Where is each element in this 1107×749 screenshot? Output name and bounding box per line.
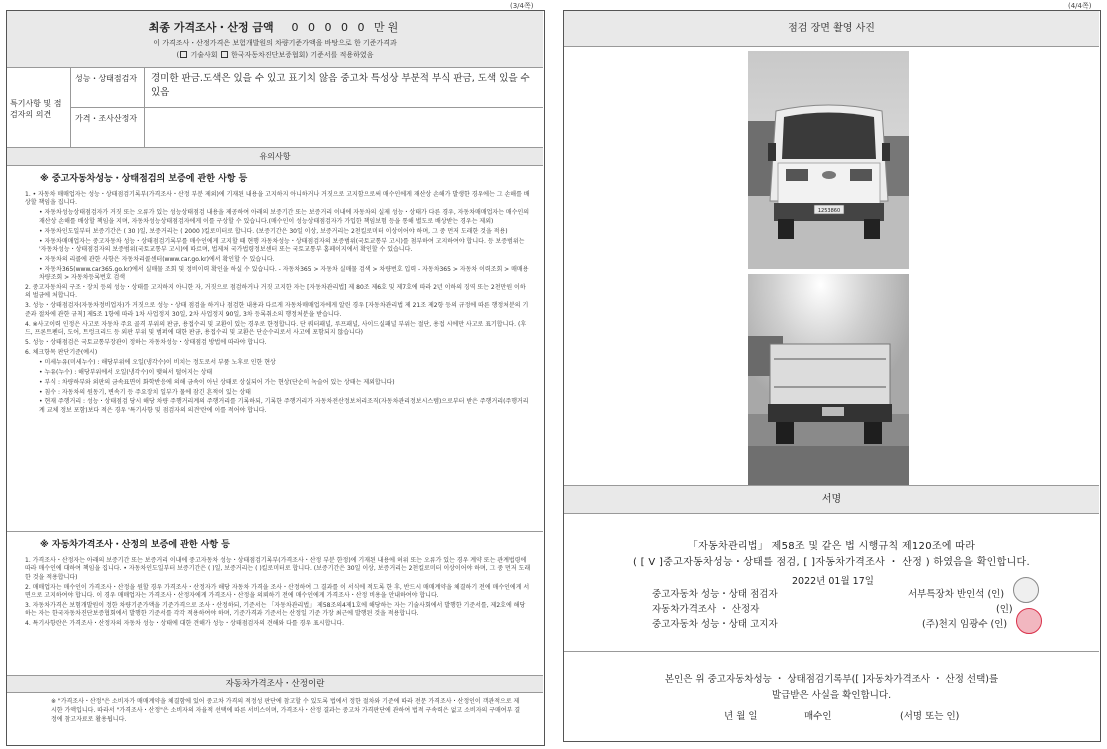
performance-inspector-row — [71, 68, 543, 108]
signer-role: 중고자동차 성능・상태 점검자 — [652, 589, 778, 600]
note-item: 1. • 자동차 매매업자는 성능・상태점검기록부(가격조사・산정 부분 제외)에 기재된 내용을 고지하지 아니하거나 거짓으로 고지함으로써 매수인에게 재산상 손해가 발생한 경우에는 그 손해를 배상할 책임을 집니다. — [25, 191, 530, 207]
note-item: 6. 체크항목 판단기준(예시) — [25, 348, 98, 356]
note-item: • 자동차매매업자는 중고자동차 성능・상태점검기록부를 매수인에게 고지할 때 현행 자동차성능・상태점검자의 보증범위(국토교통부 고시)를 첨부하여 고지하여야 합니다. 등 보증범위는 '자동차성능・상태점검자의 보증범위(국토교통부 고시)에 따르며, 법제처 국가법령정보센터 또는 국토교통부 홈페이지에서 확인할 수 있습니다. — [39, 237, 525, 253]
note-item: 1. 가격조사・산정자는 아래의 보증기간 또는 보증거리 이내에 중고자동차 성능・상태점검기록부(가격조사・산정 부분 한정)에 기재된 내용에 허위 또는 오류가 있는 경우 계약 또는 관계법령에 따라 매수인에 대하여 책임을 집니다. • 자동차인도일부터 보증기간은 ( )일, 보증거리는 ( )킬로미터로 합니다. (보증기간은 30일 이상, 보증거리는 2천킬로미터 이상이어야 하며, 그 중 먼저 도래한 것을 적용합니다) — [25, 557, 531, 581]
truck-front-photo — [748, 51, 909, 269]
seal-stamp-gray — [1013, 577, 1039, 603]
note-item: • 누유(누수) : 해당부위에서 오일(냉각수)이 맺혀서 떨어지는 상태 — [39, 368, 213, 376]
signature-date: 2022년 01월 17일 — [792, 576, 874, 587]
special-notes-table — [7, 68, 543, 148]
truck-rear-image — [748, 274, 909, 490]
buyer-label: 매수인 — [804, 711, 832, 722]
final-price-line — [7, 19, 543, 35]
license-plate-text: 1253860 — [817, 208, 841, 214]
note-item: 5. 성능・상태점검은 국토교통부장관이 정하는 자동차성능・상태점검 방법에 따라야 합니다. — [25, 339, 267, 346]
signer-name: 서부특장차 반인석 (인) — [908, 589, 1005, 600]
signer-name: (인) — [996, 604, 1013, 615]
legal-statement-2: ( [ V ]중고자동차성능・상태를 점검, [ ]자동차가격조사 ・ 산정 ) 하였음을 확인합니다. — [633, 557, 1030, 568]
section-warranty-title: ※ 중고자동차성능・상태점검의 보증에 관한 사항 등 — [40, 174, 248, 184]
divider — [7, 531, 543, 532]
signature-title: 서명 — [564, 485, 1099, 514]
price-assessment-text: ※ "가격조사・산정"은 소비자가 매매계약을 체결함에 있어 중고차 가격의 적정성 판단에 참고할 수 있도록 법에서 정한 절차와 기준에 따라 전문 가격조사・산정인이 객관적으로 제시한 가액입니다. 따라서 "가격조사・산정"은 소비자의 자율적 선택에 따른 서비스이며, 가격조사・산정 결과는 중고차 가격판단에 관하여 법적 구속력은 없고 소비자의 구매여부 결정에 참고자료로 활용됩니다. — [51, 698, 521, 723]
performance-inspector-label: 성능・상태점검자 — [71, 68, 145, 107]
note-item: • 현재 주행거리 : 성능・상태점검 당시 해당 차량 주행거리계의 주행거리를 기록하되, 기록한 주행거리가 자동차전산정보처리조직(자동차관리정보시스템)으로부터 받은 주행거리(주행거리계 교체 정보 포함)보다 적은 경우 '특기사항 및 점검자의 의견'란에 이를 적어야 합니다. — [39, 398, 529, 414]
page-number-3: (3/4쪽) — [510, 2, 534, 10]
signer-role: 자동차가격조사 ・ 산정자 — [652, 604, 760, 615]
truck-front-image — [748, 51, 909, 269]
note-item: • 부식 : 차량하부와 외판의 금속표면이 화학반응에 의해 금속이 아닌 상태로 상실되어 가는 현상(단순히 녹슬어 있는 상태는 제외합니다) — [39, 378, 395, 386]
final-price-value: 0 0 0 0 0 만원 — [291, 21, 402, 34]
price-assessor-row — [71, 108, 543, 148]
note-item: 2. 매매업자는 매수인이 가격조사・산정을 원할 경우 가격조사・산정자가 해당 자동차 가격을 조사・산정하여 그 결과를 이 서식에 적도록 한 후, 반드시 매매계약을 체결하기 전에 매수인에게 서면으로 고지하여야 합니다. 이 경우 매매업자는 가격조사・산정자에게 가격조사・산정을 의뢰하기 전에 매수인에게 가격조사・산정 비용을 안내하여야 합니다. — [25, 583, 530, 600]
confirmation-date: 년 월 일 — [724, 711, 758, 722]
notice-bar: 유의사항 — [7, 148, 543, 166]
buyer-signature: (서명 또는 인) — [900, 711, 960, 722]
warranty-notes — [25, 191, 531, 417]
confirmation-line-1: 본인은 위 중고자동차성능 ・ 상태점검기록부([ ]자동차가격조사 ・ 산정 선택)를 — [664, 674, 999, 685]
checkbox-engineers-society[interactable] — [180, 51, 187, 58]
price-warranty-notes — [25, 557, 531, 630]
note-item: • 미세누유(미세누수) : 해당부위에 오일(냉각수)이 비치는 정도로서 부품 노후로 인한 현상 — [39, 358, 276, 366]
section-price-warranty-title: ※ 자동차가격조사・산정의 보증에 관한 사항 등 — [40, 540, 230, 550]
note-item: 4. ※사고이력 인정은 사고로 자동차 주요 골격 부위의 판금, 용접수리 및 교환이 있는 경우로 한정합니다. 단 쿼터패널, 루프패널, 사이드실패널 부위는 절단, 용접 시에만 사고로 표기합니다. (후드, 프론트펜더, 도어, 트렁크리드 등 외판 부위 및 범퍼에 대한 판금, 용접수리 및 교환은 단순수리로서 사고에 포함되지 않습니다) — [25, 320, 527, 337]
note-item: • 자동차365(www.car365.go.kr)에서 실매물 조회 및 정비이력 확인을 하실 수 있습니다. - 자동차365 > 자동차 실매물 검색 > 차량번호 입력 - 자동차365 > 자동차 이력조회 > 매매용차량조회 > 자동차등록번호 검색 — [39, 265, 529, 282]
signer-name: (주)천지 임광수 (인) — [922, 619, 1008, 630]
price-note-2: ( 기술사회 한국자동차진단보증협회) 기준서를 적용하였음 — [176, 51, 374, 59]
note-item: 3. 성능・상태점검자(자동차정비업자)가 거짓으로 성능・상태 점검을 하거나 점검한 내용과 다르게 자동차매매업자에게 알린 경우 [자동차관리법 제 21조 제2항 등의 규정에 따른 행정처분의 기준과 절차에 관한 규칙] 제5조 1항에 따라 1차 사업정지 30일, 2차 사업정지 90일, 3차 등록취소의 행정처분을 받습니다. — [25, 302, 529, 318]
note-item: • 자동차인도일부터 보증기간은 ( 30 )일, 보증거리는 ( 2000 )킬로미터로 합니다. (보증기간은 30일 이상, 보증거리는 2천킬로미터 이상이어야 하며, 그 중 먼저 도래한 것을 적용) — [39, 227, 508, 235]
note-item: • 자동차성능상태점검자가 거짓 또는 오류가 있는 성능상태점검 내용을 제공하여 아래의 보증기간 또는 보증거리 이내에 자동차의 실제 성능・상태가 다른 경우, 자동차매매업자는 매수인의 재산상 손해를 배상할 책임을 지며, 자동차성능상태점검자에게 이를 구상할 수 있습니다.(매수인이 성능상태점검자가 가입한 책임보험 등을 통해 별도로 배상받는 경우는 제외) — [39, 209, 530, 225]
note-item: • 자동차의 리콜에 관한 사항은 자동차리콜센터(www.car.go.kr)에서 확인할 수 있습니다. — [39, 255, 275, 263]
price-note-1: 이 가격조사・산정가격은 보험개발원의 차량기준가액을 바탕으로 한 기준가격과 — [153, 39, 397, 47]
note-item: 3. 자동차가격은 보험개발원이 정한 차량기준가액을 기준가격으로 조사・산정하되, 기준서는 「자동차관리법」 제58조의4제1호에 해당하는 자는 기술사회에서 발행한 기준서를, 제2호에 해당하는 자는 한국자동차진단보증협회에서 발행한 기준서를 각각 적용하여야 하며, 기준가격과 기준서는 산정일 기준 가장 최근에 발행된 것을 적용합니다. — [25, 602, 526, 618]
seal-stamp-red — [1016, 608, 1042, 634]
note-item: 2. 중고자동차의 구조・장치 등의 성능・상태를 고지하지 아니한 자, 거짓으로 점검하거나 거짓 고지한 자는 [자동차관리법] 제 80조 제6호 및 제7호에 따라 2년 이하의 징역 또는 2천만원 이하의 벌금에 처합니다. — [25, 284, 526, 300]
performance-inspector-opinion: 경미한 판금.도색은 있을 수 있고 표기치 않음 중고차 특성상 부분적 부식 판금, 도색 있을 수 있음 — [151, 73, 530, 98]
final-price-header — [7, 11, 543, 68]
inspection-page-3 — [6, 10, 545, 746]
signer-role: 중고자동차 성능・상태 고지자 — [652, 619, 778, 630]
inspection-page-4 — [563, 10, 1101, 742]
divider — [564, 651, 1099, 652]
truck-rear-photo — [748, 274, 909, 490]
price-assessor-label: 가격・조사산정자 — [71, 108, 145, 148]
checkbox-diagnosis-association[interactable] — [221, 51, 228, 58]
photos-title: 점검 장면 촬영 사진 — [564, 11, 1099, 47]
price-assessment-title: 자동차가격조사・산정이란 — [7, 675, 543, 693]
legal-statement-1: 「자동차관리법」 제58조 및 같은 법 시행규칙 제120조에 따라 — [687, 541, 976, 552]
confirmation-line-2: 발급받은 사실을 확인합니다. — [771, 690, 892, 701]
special-notes-label: 특기사항 및 점검자의 의견 — [7, 68, 71, 148]
note-item: • 침수 : 자동차의 원동기, 변속기 등 주요장치 일부가 물에 잠긴 흔적이 있는 상태 — [39, 388, 251, 396]
final-price-label: 최종 가격조사・산정 금액 — [148, 21, 274, 34]
note-item: 4. 특기사항란은 가격조사・산정자의 자동차 성능・상태에 대한 견해가 성능・상태점검자의 견해와 다를 경우 표시합니다. — [25, 620, 345, 628]
page-number-4: (4/4쪽) — [1068, 2, 1092, 10]
